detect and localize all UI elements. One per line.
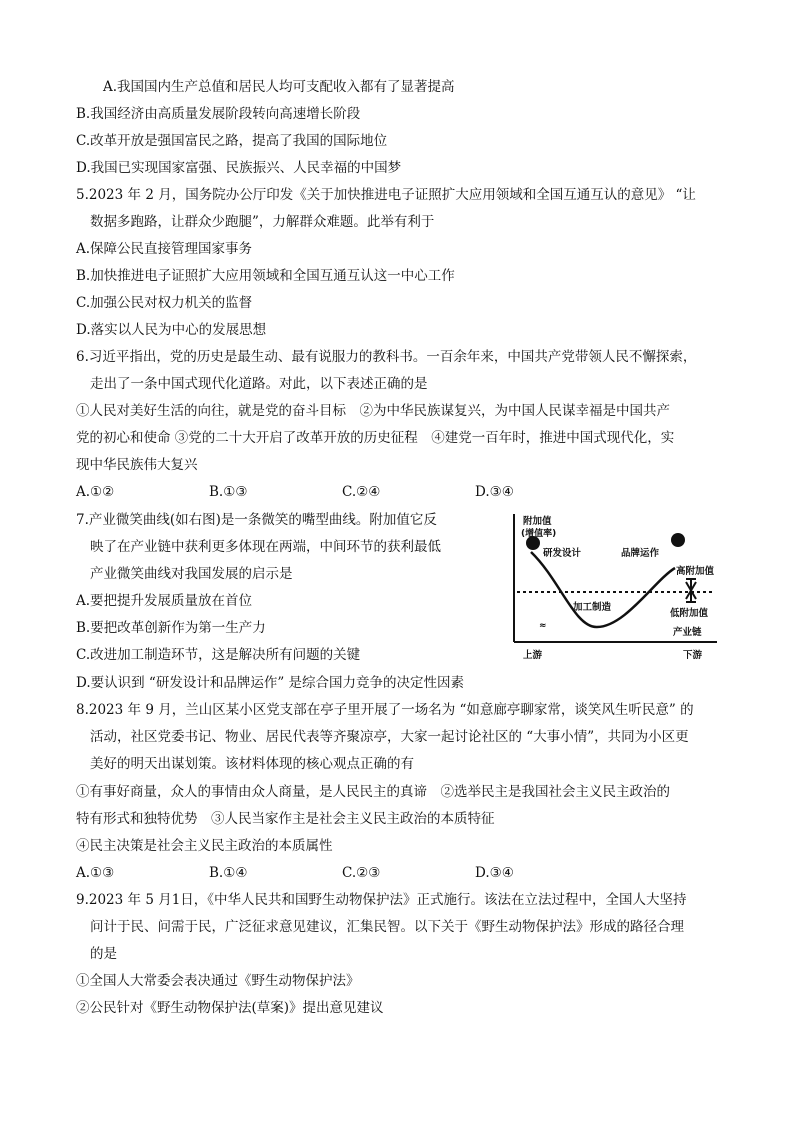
q8-items-line-1: ①有事好商量，众人的事情由众人商量，是人民民主的真谛 ②选举民主是我国社会主义民主政治的 (76, 784, 670, 800)
q7-option-c: C.改进加工制造环节，这是解决所有问题的关键 (76, 647, 361, 663)
y-axis-label-1: 附加值 (523, 516, 552, 527)
q7-stem-line-1: 7.产业微笑曲线(如右图)是一条微笑的嘴型曲线。附加值它反 (76, 512, 437, 528)
q6-stem-line-2: 走出了一条中国式现代化道路。对此，以下表述正确的是 (90, 376, 428, 392)
q8-options (76, 864, 608, 882)
right-label: 品牌运作 (621, 548, 660, 559)
middle-label: 加工制造 (573, 602, 612, 613)
upstream-label: 上游 (523, 650, 543, 661)
q8-option-d: D.③④ (475, 865, 514, 881)
left-label: 研发设计 (543, 548, 582, 559)
q8-stem-line-1: 8.2023 年 9 月，兰山区某小区党支部在亭子里开展了一场名为 “如意廊亭聊家常，谈笑风生听民意” 的 (76, 702, 694, 718)
q5-stem-line-1: 5.2023 年 2 月，国务院办公厅印发《关于加快推进电子证照扩大应用领域和全国互通互认的意见》 “让 (76, 187, 696, 203)
q8-stem-line-3: 美好的明天出谋划策。该材料体现的核心观点正确的有 (90, 756, 414, 772)
q6-items-line-2: 党的初心和使命 ③党的二十大开启了改革开放的历史征程 ④建党一百年时，推进中国式现代化，实 (76, 430, 675, 446)
q5-option-d: D.落实以人民为中心的发展思想 (76, 322, 267, 338)
q6-items-line-3: 现中华民族伟大复兴 (76, 457, 198, 473)
q9-stem-line-1: 9.2023 年 5 月1日，《中华人民共和国野生动物保护法》正式施行。该法在立法过程中，全国人大坚持 (76, 892, 687, 908)
q8-items-line-3: ④民主决策是社会主义民主政治的本质属性 (76, 838, 333, 854)
q6-option-a: A.①② (76, 484, 115, 500)
q8-option-b: B.①④ (209, 865, 248, 881)
q4-option-b: B.我国经济由高质量发展阶段转向高速增长阶段 (76, 106, 361, 122)
downstream-label: 下游 (683, 650, 703, 661)
q9-item-2: ②公民针对《野生动物保护法(草案)》提出意见建议 (76, 1000, 384, 1016)
q9-stem-line-2: 问计于民、问需于民，广泛征求意见建议，汇集民智。以下关于《野生动物保护法》形成的路径合理 (90, 919, 684, 935)
smile-curve-figure (505, 510, 725, 665)
q5-option-a: A.保障公民直接管理国家事务 (76, 241, 253, 257)
q4-option-c: C.改革开放是强国富民之路，提高了我国的国际地位 (76, 133, 388, 149)
q6-option-c: C.②④ (342, 484, 381, 500)
q9-item-1: ①全国人大常委会表决通过《野生动物保护法》 (76, 973, 360, 989)
q6-option-b: B.①③ (209, 484, 248, 500)
q8-option-c: C.②③ (342, 865, 381, 881)
right-high-dot (671, 533, 685, 547)
q6-option-d: D.③④ (475, 484, 514, 500)
q5-option-b: B.加快推进电子证照扩大应用领域和全国互通互认这一中心工作 (76, 268, 455, 284)
x-axis-label: 产业链 (673, 627, 702, 638)
q9-stem-line-3: 的是 (90, 946, 117, 962)
value-arrow (686, 579, 696, 602)
q7-stem-line-3: 产业微笑曲线对我国发展的启示是 (90, 566, 293, 582)
y-axis-label-2: (增值率) (521, 529, 557, 539)
q5-stem-line-2: 数据多跑路，让群众少跑腿”，力解群众难题。此举有利于 (90, 214, 435, 230)
q4-option-d: D.我国已实现国家富强、民族振兴、人民幸福的中国梦 (76, 160, 402, 176)
q6-items-line-1: ①人民对美好生活的向往，就是党的奋斗目标 ②为中华民族谋复兴，为中国人民谋幸福是中国共产 (76, 403, 670, 419)
stray-mark: ≈ (539, 621, 547, 631)
smile-curve (531, 552, 675, 627)
low-value-label: 低附加值 (670, 608, 709, 619)
q5-option-c: C.加强公民对权力机关的监督 (76, 295, 253, 311)
q4-option-a: A.我国国内生产总值和居民人均可支配收入都有了显著提高 (103, 79, 455, 95)
q7-option-a: A.要把提升发展质量放在首位 (76, 593, 253, 609)
q8-option-a: A.①③ (76, 865, 115, 881)
q6-options (76, 483, 608, 501)
high-value-label: 高附加值 (676, 566, 715, 577)
q6-stem-line-1: 6.习近平指出，党的历史是最生动、最有说服力的教科书。一百余年来，中国共产党带领人民不懈探索， (76, 349, 697, 365)
q7-stem-line-2: 映了在产业链中获利更多体现在两端，中间环节的获利最低 (90, 539, 441, 555)
q7-option-d: D.要认识到 “研发设计和品牌运作” 是综合国力竞争的决定性因素 (76, 675, 465, 691)
q8-items-line-2: 特有形式和独特优势 ③人民当家作主是社会主义民主政治的本质特征 (76, 811, 495, 827)
q8-stem-line-2: 活动，社区党委书记、物业、居民代表等齐聚凉亭，大家一起讨论社区的 “大事小情”，共同为小区更 (90, 729, 689, 745)
q7-option-b: B.要把改革创新作为第一生产力 (76, 620, 266, 636)
